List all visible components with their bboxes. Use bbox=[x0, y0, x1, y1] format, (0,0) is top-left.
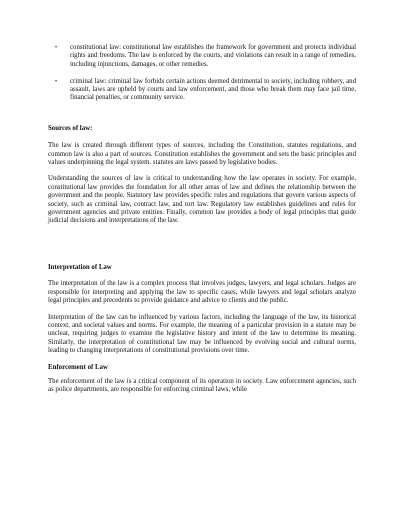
bullet-marker: • bbox=[55, 78, 58, 85]
enforcement-paragraph-1: The enforcement of the law is a critical component of its operation in society. Law enforcement agencies, such as police departments, are responsible for enforcing criminal laws, while bbox=[48, 377, 356, 394]
sources-paragraph-2: Understanding the sources of law is critical to understanding how the law operates in society. For example, constitutional law provides the foundation for all other areas of law and defines the relationship between the government and the people. Statutory law provides specific rules and regulations that govern various aspects of society, such as criminal law, contract law, and tort law. Regulatory law establishes guidelines and rules for government agencies and private entities. Finally, common law provides a body of legal principles that guide judicial decisions and interpretations of the law. bbox=[48, 175, 356, 225]
section-heading-interpretation: Interpretation of Law bbox=[48, 263, 112, 271]
bullet-text: criminal law: criminal law forbids certain actions deemed detrimental to society, including robbery, and assault, laws are upheld by courts and law enforcement, and those who break them may face jail time, financial penalties, or community service. bbox=[70, 77, 356, 102]
bullet-list bbox=[48, 44, 356, 103]
section-heading-enforcement: Enforcement of Law bbox=[48, 363, 108, 371]
sources-paragraph-1: The law is created through different types of sources, including the Constitution, statutes regulations, and common law is also a part of sources. Constitution establishes the government and sets the basic principles and values underpinning the legal system. statutes are laws passed by legislative bodies. bbox=[48, 142, 356, 167]
bullet-item-criminal-law bbox=[48, 78, 356, 103]
document-page bbox=[48, 40, 356, 395]
interpretation-paragraph-1: The interpretation of the law is a complex process that involves judges, lawyers, and legal scholars. Judges are responsible for interpreting and applying the law to specific cases, while lawyers and legal scholars analyze legal principles and precedents to provide guidance and advice to clients and the public. bbox=[48, 280, 356, 305]
bullet-marker: • bbox=[55, 45, 58, 51]
bullet-text: constitutional law: constitutional law establishes the framework for government and protects individual rights and freedoms. The law is enforced by the courts, and violations can result in a range of remedies, including injunctions, damages, or other remedies. bbox=[70, 44, 356, 68]
section-heading-sources: Sources of law: bbox=[48, 124, 93, 132]
interpretation-paragraph-2: Interpretation of the law can be influenced by various factors, including the language of the law, its historical context, and societal values and norms. For example, the meaning of a particular provision in a statute may be unclear, requiring judges to examine the legislative history and intent of the law to determine its meaning. Similarly, the interpretation of constitutional law may be influenced by evolving social and cultural norms, leading to changing interpretations of constitutional provisions over time. bbox=[48, 313, 356, 355]
bullet-item-constitutional-law bbox=[48, 44, 356, 69]
